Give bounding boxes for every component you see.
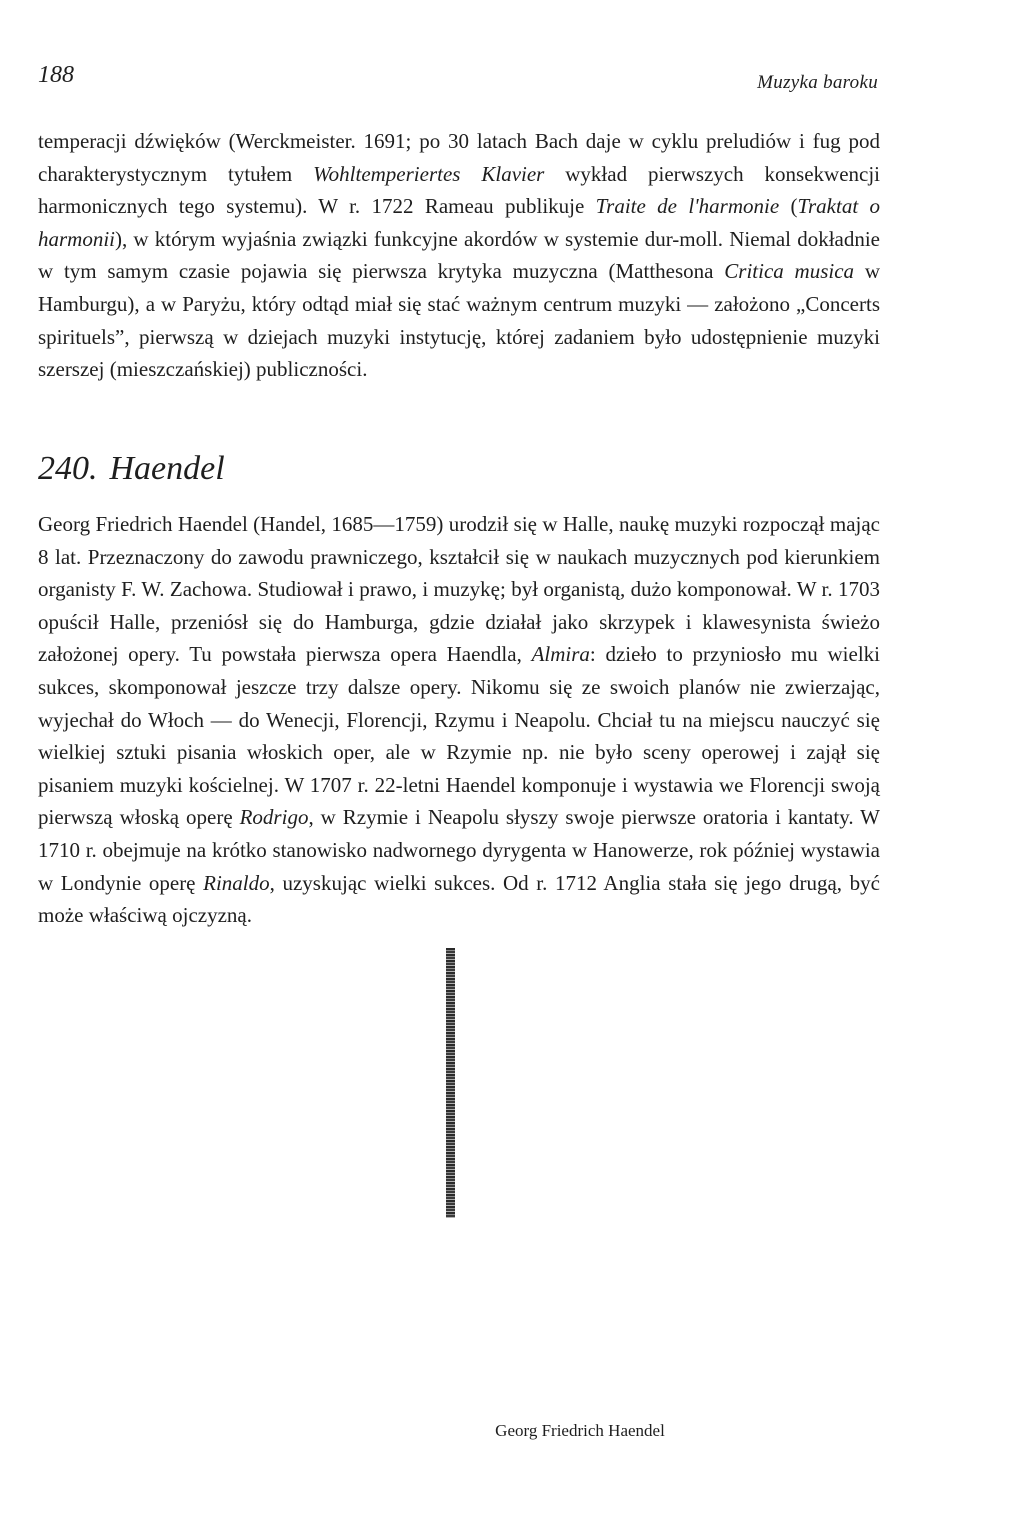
text-run: Georg Friedrich Haendel (Handel, 1685—1759) urodził się w Halle, naukę muzyki rozpoczął mając 8 lat. Przeznaczony do zawodu prawniczego, kształcił się w naukach muzycznych pod kierunkiem organisty F. W. Zachowa. Studiował i prawo, i muzykę; był organistą, dużo komponował. W r. 1703 opuścił Halle, przeniósł się do Hamburga, gdzie działał jako skrzypek i klawesynista świeżo założonej opery. Tu powstała pierwsza opera Haendla, — [38, 512, 880, 667]
text-run: : dzieło to przyniosło mu wielki sukces, skomponował jeszcze trzy dalsze opery. Nikomu się ze swoich planów nie zwierzając, wyjechał do Włoch — do Wenecji, Florencji, Rzymu i Neapolu. Chciał tu na miejscu nauczyć się wielkiej sztuki pisania włoskich oper, ale w Rzymie np. nie było sceny operowej i zajął się pisaniem muzyki kościelnej. W 1707 r. 22-letni Haendel komponuje i wystawia we Florencji swoją pierwszą włoską operę — [38, 642, 880, 830]
page-number: 188 — [38, 62, 74, 88]
work-title: Critica musica — [724, 259, 855, 284]
text-run: wykład pierwszych konsekwencji harmonicznych tego systemu). W r. 1722 Rameau publikuje — [38, 161, 881, 219]
section-number: 240. — [38, 450, 98, 487]
work-title: Almira — [531, 642, 590, 667]
text-run: , uzyskując wielki sukces. Od r. 1712 Anglia stała się jego drugą, być może właściwą ojczyzną. — [38, 870, 880, 928]
section-heading — [38, 450, 225, 488]
portrait-image — [446, 948, 455, 1218]
work-title: Traktat o harmonii — [38, 194, 881, 251]
section-title: Haendel — [109, 450, 225, 487]
text-run: w Hamburgu), a w Paryżu, który odtąd miał się stać ważnym centrum muzyki — założono „Concerts spirituels”, pierwszą w dziejach muzyki instytucję, której zadaniem było udostępnienie muzyki szerszej (mieszczańskiej) publiczności. — [38, 259, 880, 382]
work-title: Rinaldo — [203, 870, 270, 895]
text-run: ( — [779, 194, 798, 219]
work-title: Wohltemperiertes Klavier — [313, 161, 545, 186]
work-title: Rodrigo — [239, 805, 309, 830]
work-title: Traite de l'harmonie — [595, 194, 780, 219]
text-run: ), w którym wyjaśnia związki funkcyjne akordów w systemie dur-moll. Niemal dokładnie w tym samym czasie pojawia się pierwsza krytyka muzyczna (Matthesona — [38, 226, 880, 284]
text-run: , w Rzymie i Neapolu słyszy swoje pierwsze oratoria i kantaty. W 1710 r. obejmuje na krótko stanowisko nadwornego dyrygenta w Hanowerze, rok później wystawia w Londynie operę — [38, 805, 880, 895]
body-paragraph-haendel — [38, 508, 880, 932]
body-paragraph-intro — [38, 125, 880, 386]
text-run: temperacji dźwięków (Werckmeister. 1691; po 30 latach Bach daje w cyklu preludiów i fug pod charakterystycznym tytułem — [38, 129, 880, 186]
running-title: Muzyka baroku — [757, 72, 878, 93]
figure-caption: Georg Friedrich Haendel — [495, 1421, 665, 1440]
